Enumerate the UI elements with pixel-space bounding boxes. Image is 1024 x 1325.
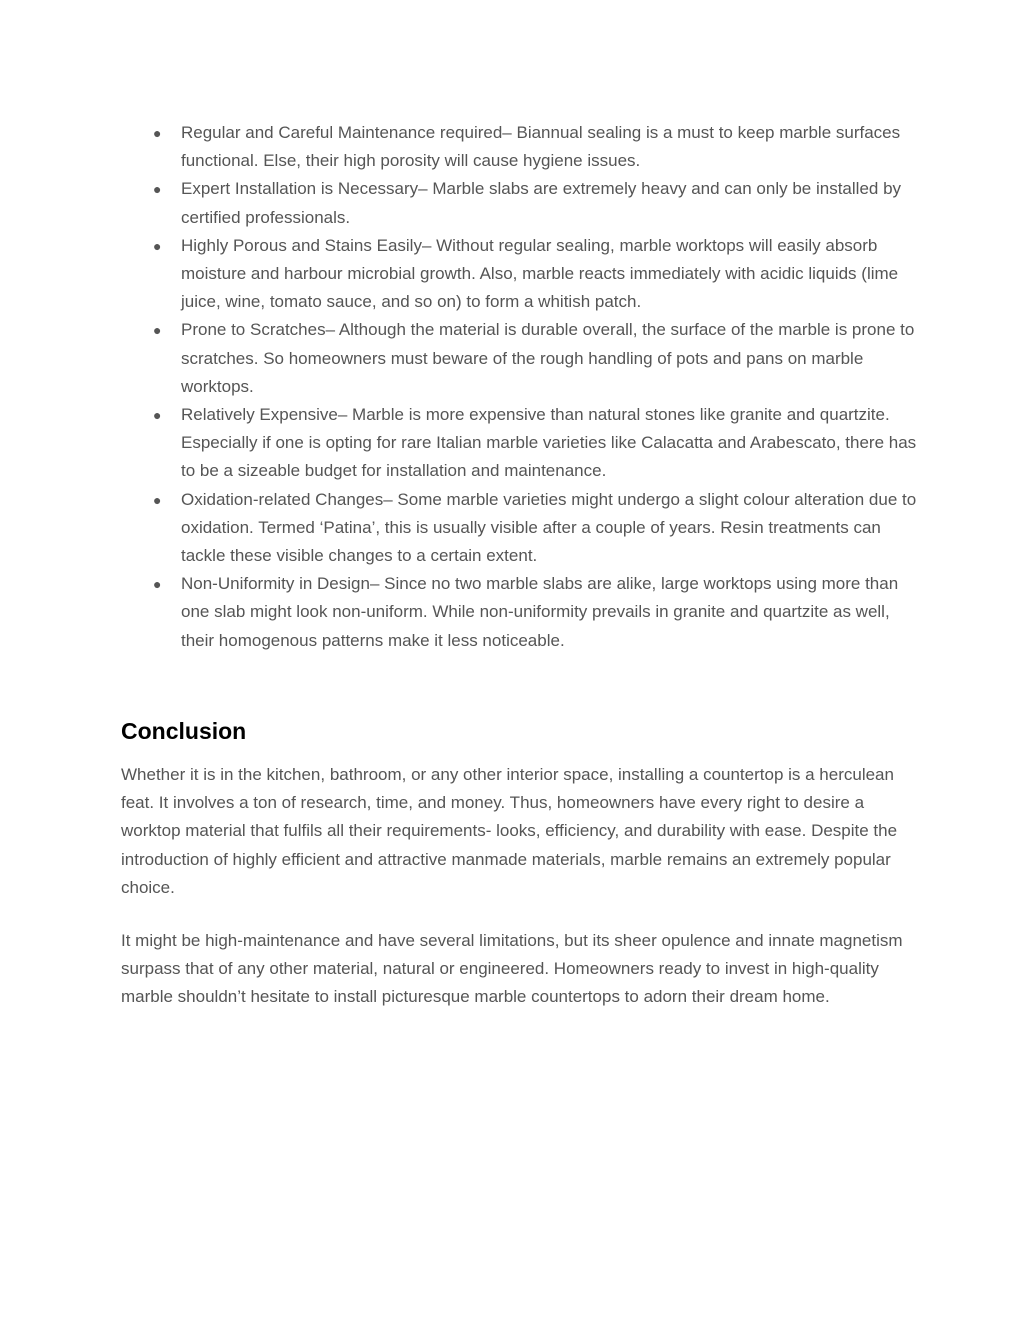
list-item	[121, 401, 921, 486]
list-item-text: Non-Uniformity in Design– Since no two marble slabs are alike, large worktops using more than one slab might look non-uniform. While non-uniformity prevails in granite and quartzite as well, their homogenous patterns make it less noticeable.	[181, 574, 899, 650]
body-paragraph: It might be high-maintenance and have several limitations, but its sheer opulence and innate magnetism surpass that of any other material, natural or engineered. Homeowners ready to invest in high-quality marble shouldn’t hesitate to install picturesque marble countertops to adorn their dream home.	[121, 931, 903, 1007]
list-item-text: Highly Porous and Stains Easily– Without regular sealing, marble worktops will easily absorb moisture and harbour microbial growth. Also, marble reacts immediately with acidic liquids (lime juice, wine, tomato sauce, and so on) to form a whitish patch.	[181, 235, 899, 312]
section-heading: Conclusion	[121, 718, 247, 744]
list-item	[121, 175, 921, 231]
list-item	[121, 486, 921, 571]
bullet-icon: ●	[153, 237, 162, 254]
bullet-icon: ●	[153, 407, 162, 424]
list-item	[121, 232, 921, 317]
list-item	[121, 316, 921, 401]
disadvantages-list	[121, 119, 921, 655]
list-item-text: Expert Installation is Necessary– Marble slabs are extremely heavy and can only be installed by certified professionals.	[181, 179, 902, 227]
bullet-icon: ●	[153, 181, 162, 198]
list-item-text: Relatively Expensive– Marble is more expensive than natural stones like granite and quartzite. Especially if one is opting for rare Italian marble varieties like Calacatta and Arabescato, there has to be a sizeable budget for installation and maintenance.	[181, 405, 917, 481]
list-item	[121, 119, 921, 175]
bullet-icon: ●	[153, 491, 162, 508]
bullet-icon: ●	[153, 322, 162, 339]
list-item-text: Regular and Careful Maintenance required– Biannual sealing is a must to keep marble surfaces functional. Else, their high porosity will cause hygiene issues.	[181, 123, 901, 171]
body-paragraph: Whether it is in the kitchen, bathroom, or any other interior space, installing a countertop is a herculean feat. It involves a ton of research, time, and money. Thus, homeowners have every right to desire a worktop material that fulfils all their requirements- looks, efficiency, and durability with ease. Despite the introduction of highly efficient and attractive manmade materials, marble remains an extremely popular choice.	[121, 765, 898, 897]
list-item-text: Oxidation-related Changes– Some marble varieties might undergo a slight colour alteration due to oxidation. Termed ‘Patina’, this is usually visible after a couple of years. Resin treatments can tackle these visible changes to a certain extent.	[181, 489, 917, 566]
bullet-icon: ●	[153, 576, 162, 593]
list-item	[121, 570, 921, 655]
bullet-icon: ●	[153, 125, 162, 141]
list-item-text: Prone to Scratches– Although the material is durable overall, the surface of the marble is prone to scratches. So homeowners must beware of the rough handling of pots and pans on marble worktops.	[181, 320, 915, 396]
